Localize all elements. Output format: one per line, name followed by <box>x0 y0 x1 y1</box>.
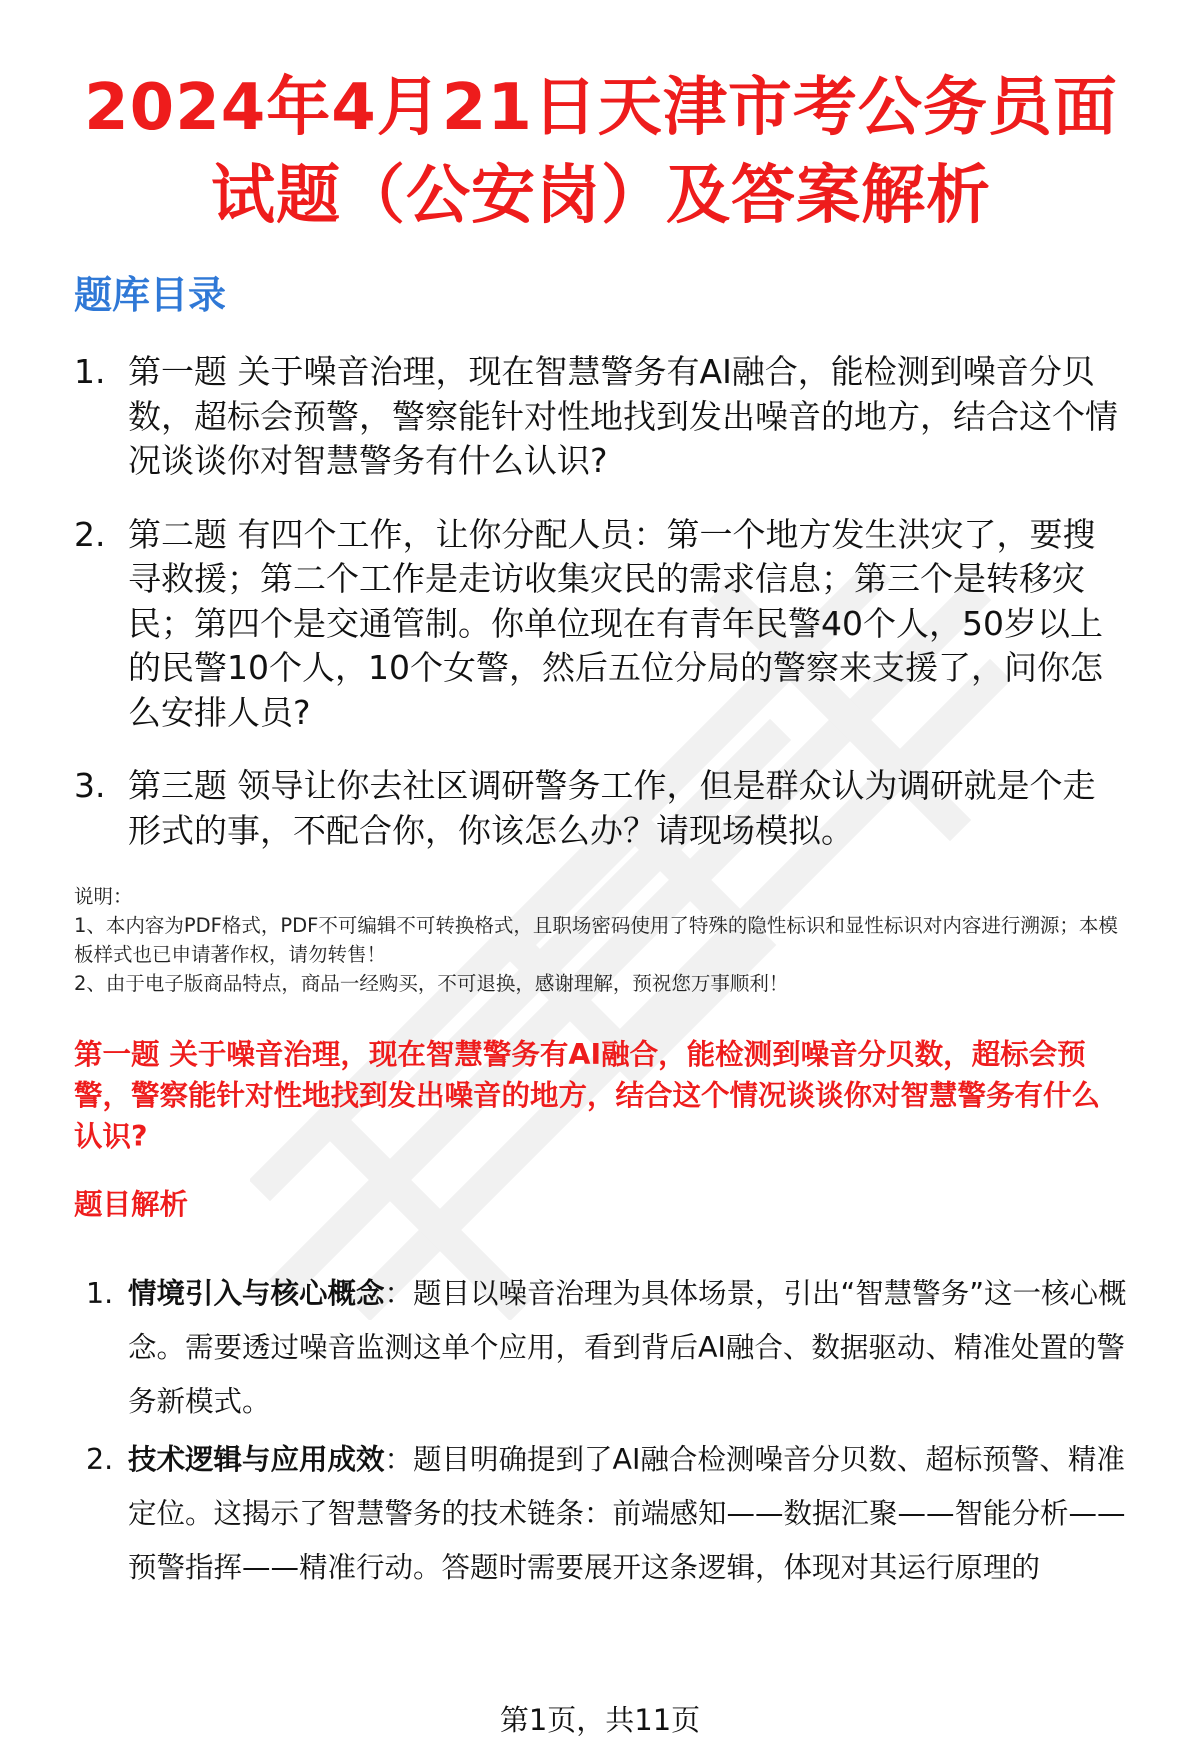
toc-item-text: 第三题 领导让你去社区调研警务工作，但是群众认为调研就是个走形式的事，不配合你，你该怎么办？请现场模拟。 <box>128 766 1096 850</box>
question-1-title: 第一题 关于噪音治理，现在智慧警务有AI融合，能检测到噪音分贝数，超标会预警，警察能针对性地找到发出噪音的地方，结合这个情况谈谈你对智慧警务有什么认识? <box>74 1038 1101 1153</box>
analysis-item-bold: 技术逻辑与应用成效 <box>128 1443 385 1476</box>
analysis-item-number: 1. <box>86 1277 114 1310</box>
notes-label: 说明： <box>74 885 133 908</box>
toc-item <box>74 764 1128 853</box>
toc-list <box>74 350 1128 853</box>
toc-item <box>74 350 1128 484</box>
analysis-item <box>74 1267 1128 1429</box>
analysis-item-number: 2. <box>86 1443 114 1476</box>
analysis-list <box>74 1267 1128 1595</box>
analysis-item-body: ：题目以噪音治理为具体场景，引出“智慧警务”这一核心概念。需要透过噪音监测这单个应用，看到背后AI融合、数据驱动、精准处置的警务新模式。 <box>128 1277 1127 1418</box>
toc-item-text: 第二题 有四个工作，让你分配人员：第一个地方发生洪灾了，要搜寻救援；第二个工作是走访收集灾民的需求信息；第三个是转移灾民；第四个是交通管制。你单位现在有青年民警40个人，50岁以上的民警10个人，10个女警，然后五位分局的警察来支援了，问你怎么安排人员? <box>128 514 1103 732</box>
analysis-item-text <box>128 1433 1128 1595</box>
analysis-item <box>74 1433 1128 1595</box>
page-title: 2024年4月21日天津市考公务员面试题（公安岗）及答案解析 <box>84 71 1118 233</box>
page-number: 第1页，共11页 <box>499 1703 701 1737</box>
toc-item <box>74 513 1128 736</box>
notes-line-1: 1、本内容为PDF格式，PDF不可编辑不可转换格式，且职场密码使用了特殊的隐性标识和显性标识对内容进行溯源；本模板样式也已申请著作权，请勿转售！ <box>74 914 1118 966</box>
toc-heading: 题库目录 <box>74 273 227 317</box>
analysis-item-bold: 情境引入与核心概念 <box>128 1277 385 1310</box>
notes-block <box>74 882 1128 998</box>
analysis-item-text <box>128 1267 1128 1429</box>
notes-line-2: 2、由于电子版商品特点，商品一经购买，不可退换，感谢理解，预祝您万事顺利！ <box>74 972 789 995</box>
toc-item-number: 2. <box>74 514 106 554</box>
toc-item-number: 1. <box>74 352 106 391</box>
toc-item-number: 3. <box>74 766 106 805</box>
analysis-heading: 题目解析 <box>74 1188 189 1221</box>
analysis-item-body: ：题目明确提到了AI融合检测噪音分贝数、超标预警、精准定位。这揭示了智慧警务的技术链条：前端感知——数据汇聚——智能分析——预警指挥——精准行动。答题时需要展开这条逻辑，体现对其运行原理的 <box>128 1443 1126 1584</box>
toc-item-text: 第一题 关于噪音治理，现在智慧警务有AI融合，能检测到噪音分贝数，超标会预警，警察能针对性地找到发出噪音的地方，结合这个情况谈谈你对智慧警务有什么认识? <box>128 352 1118 480</box>
